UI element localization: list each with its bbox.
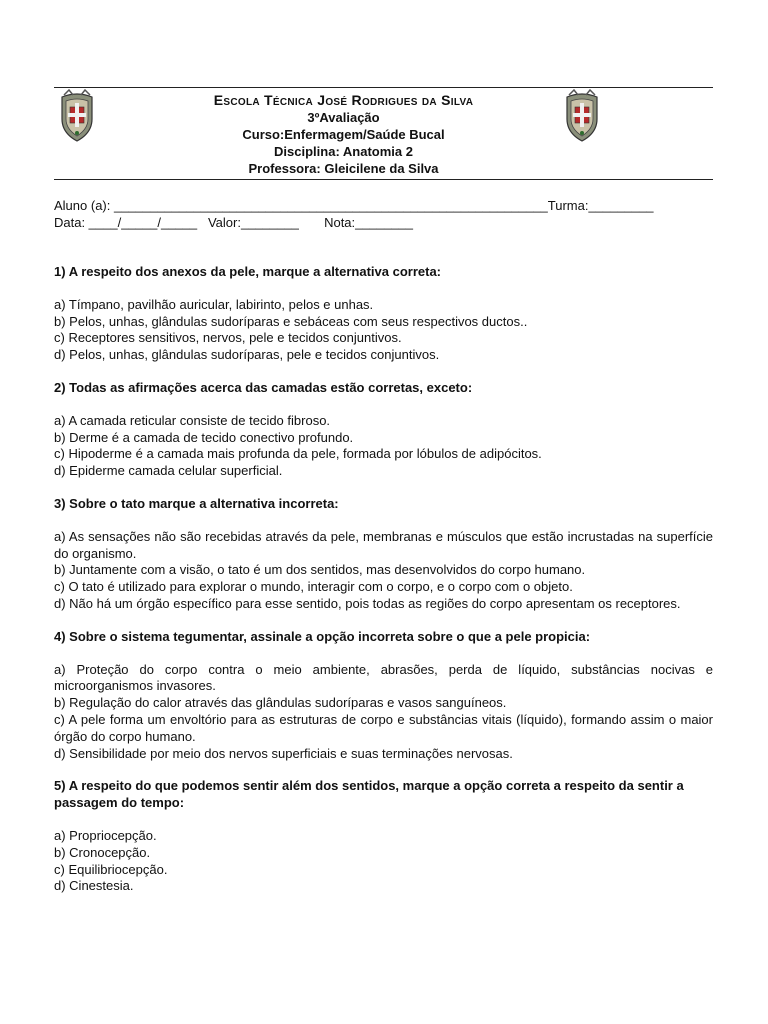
option-b: b) Derme é a camada de tecido conectivo profundo. xyxy=(54,429,354,445)
option-a: a) As sensações não são recebidas através da pele, membranas e músculos que estão incrustadas na superfície do organismo. xyxy=(54,528,713,561)
question-5 xyxy=(54,778,713,895)
option-a: a) A camada reticular consiste de tecido fibroso. xyxy=(54,412,331,428)
option-b: b) Cronocepção. xyxy=(54,844,151,860)
student-name-line: Aluno (a): ____________________________________________________________Turma:_________ xyxy=(54,198,654,213)
question-4 xyxy=(54,629,713,763)
option-c: c) A pele forma um envoltório para as estruturas de corpo e substâncias vitais (líquido), formando assim o maior órgão do corpo humano. xyxy=(54,711,713,744)
option-d: d) Sensibilidade por meio dos nervos superficiais e suas terminações nervosas. xyxy=(54,745,513,761)
school-name: Escola Técnica José Rodrigues da Silva xyxy=(213,92,474,108)
exam-number: 3ºAvaliação xyxy=(307,110,380,125)
question-3 xyxy=(54,496,713,613)
option-a: a) Tímpano, pavilhão auricular, labirinto, pelos e unhas. xyxy=(54,296,374,312)
header-bottom-rule xyxy=(54,179,713,180)
option-a: a) Propriocepção. xyxy=(54,827,157,843)
question-title: 3) Sobre o tato marque a alternativa incorreta: xyxy=(54,495,339,511)
question-title: 5) A respeito do que podemos sentir além dos sentidos, marque a opção correta a respeito da sentir a passagem do tempo: xyxy=(54,778,684,811)
teacher-name: Professora: Gleicilene da Silva xyxy=(248,161,439,176)
option-d: d) Pelos, unhas, glândulas sudoríparas, pele e tecidos conjuntivos. xyxy=(54,347,440,363)
questions xyxy=(54,264,713,911)
option-b: b) Regulação do calor através das glândulas sudoríparas e vasos sanguíneos. xyxy=(54,695,507,711)
question-1 xyxy=(54,264,713,364)
question-title: 1) A respeito dos anexos da pele, marque a alternativa correta: xyxy=(54,264,442,279)
course-name: Curso:Enfermagem/Saúde Bucal xyxy=(242,127,445,142)
option-b: b) Juntamente com a visão, o tato é um dos sentidos, mas desenvolvidos do corpo humano. xyxy=(54,562,586,578)
option-a: a) Proteção do corpo contra o meio ambiente, abrasões, perda de líquido, substâncias nocivas e microorganismos invasores. xyxy=(54,661,713,694)
option-c: c) Equilibriocepção. xyxy=(54,861,168,877)
option-d: d) Epiderme camada celular superficial. xyxy=(54,463,283,479)
option-d: d) Cinestesia. xyxy=(54,878,134,894)
student-info xyxy=(54,198,713,231)
option-c: c) O tato é utilizado para explorar o mundo, interagir com o corpo, e o corpo com o objeto. xyxy=(54,579,573,595)
option-c: c) Hipoderme é a camada mais profunda da pele, formada por lóbulos de adipócitos. xyxy=(54,446,542,462)
question-2 xyxy=(54,380,713,480)
option-c: c) Receptores sensitivos, nervos, pele e tecidos conjuntivos. xyxy=(54,330,402,346)
header-top-rule xyxy=(54,87,713,88)
option-d: d) Não há um órgão específico para esse sentido, pois todas as regiões do corpo apresentam os receptores. xyxy=(54,595,681,611)
question-title: 4) Sobre o sistema tegumentar, assinale a opção incorreta sobre o que a pele propicia: xyxy=(54,628,591,644)
exam-header xyxy=(140,92,547,177)
coat-of-arms-icon xyxy=(56,89,98,143)
date-grade-line: Data: ____/_____/_____ Valor:________ Nota:________ xyxy=(54,214,413,230)
subject-name: Disciplina: Anatomia 2 xyxy=(274,144,413,159)
option-b: b) Pelos, unhas, glândulas sudoríparas e sebáceas com seus respectivos ductos.. xyxy=(54,313,528,329)
question-title: 2) Todas as afirmações acerca das camadas estão corretas, exceto: xyxy=(54,379,473,395)
coat-of-arms-icon xyxy=(561,89,603,143)
